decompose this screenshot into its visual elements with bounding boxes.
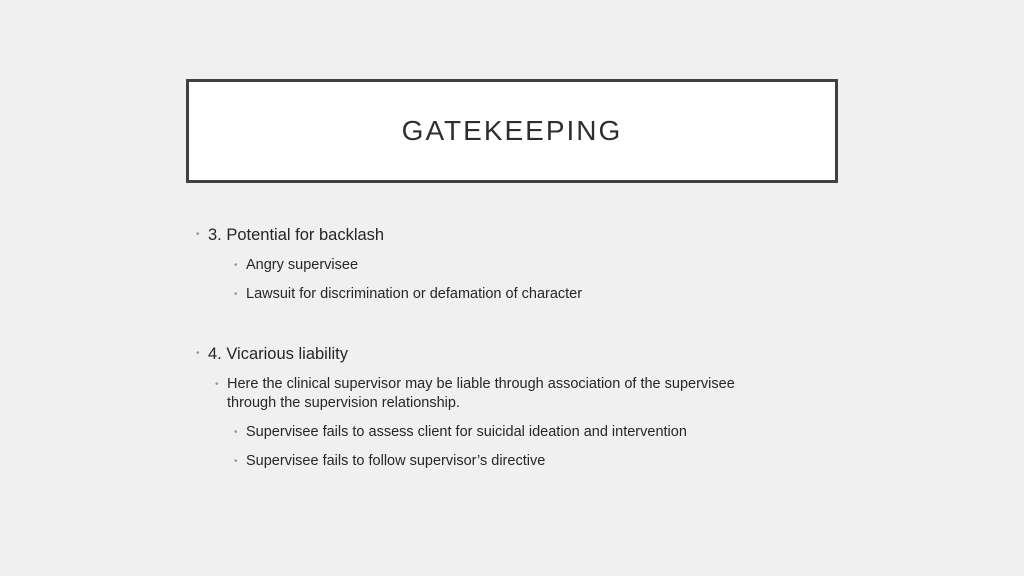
- bullet-dot-icon: •: [196, 348, 200, 359]
- bullet-text: Supervisee fails to follow supervisor’s directive: [246, 453, 546, 469]
- bullet-dot-icon: •: [234, 260, 238, 271]
- bullet-directive: [234, 452, 545, 472]
- bullet-text: Here the clinical supervisor may be liable through association of the supervisee through the supervision relationship.: [227, 376, 735, 411]
- bullet-angry-supervisee: [234, 256, 358, 276]
- bullet-text: Lawsuit for discrimination or defamation of character: [246, 286, 583, 302]
- bullet-dot-icon: •: [234, 427, 238, 438]
- bullet-dot-icon: •: [215, 379, 219, 390]
- bullet-vicarious-liability: [196, 344, 348, 364]
- bullet-text: Supervisee fails to assess client for suicidal ideation and intervention: [246, 424, 687, 440]
- bullet-dot-icon: •: [196, 229, 200, 240]
- bullet-suicidal-ideation: [234, 423, 687, 443]
- bullet-text: 4. Vicarious liability: [208, 345, 349, 363]
- bullet-lawsuit: [234, 285, 582, 305]
- bullet-association: [215, 375, 787, 413]
- bullet-dot-icon: •: [234, 456, 238, 467]
- slide-title: GATEKEEPING: [401, 115, 623, 146]
- bullet-text: Angry supervisee: [246, 257, 359, 273]
- bullet-dot-icon: •: [234, 289, 238, 300]
- bullet-backlash: [196, 225, 384, 245]
- bullet-text: 3. Potential for backlash: [208, 226, 385, 244]
